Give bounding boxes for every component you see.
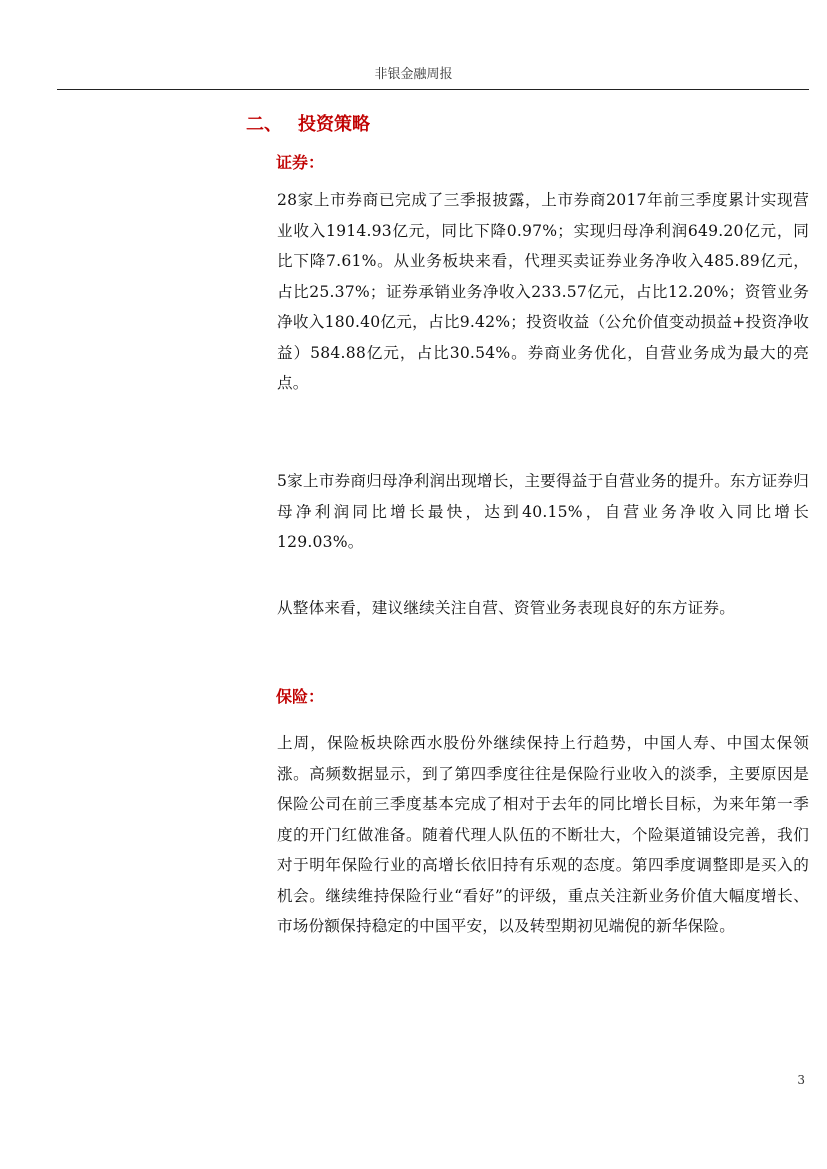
section-number: 二、 — [246, 114, 282, 135]
insurance-paragraph-1: 上周，保险板块除西水股份外继续保持上行趋势，中国人寿、中国太保领涨。高频数据显示，到了第四季度往往是保险行业收入的淡季，主要原因是保险公司在前三季度基本完成了相对于去年的同比增长目标，为来年第一季度的开门红做准备。随着代理人队伍的不断壮大，个险渠道铺设完善，我们对于明年保险行业的高增长依旧持有乐观的态度。第四季度调整即是买入的机会。继续维持保险行业“看好”的评级，重点关注新业务价值大幅度增长、市场份额保持稳定的中国平安，以及转型期初见端倪的新华保险。 — [277, 734, 809, 935]
header-divider — [57, 89, 809, 90]
securities-paragraph-3: 从整体来看，建议继续关注自营、资管业务表现良好的东方证券。 — [277, 599, 736, 617]
report-title: 非银金融周报 — [374, 67, 453, 82]
securities-heading: 证券： — [276, 153, 325, 172]
section-title: 投资策略 — [298, 114, 370, 135]
securities-paragraph-1: 28家上市券商已完成了三季报披露，上市券商2017年前三季度累计实现营业收入1914.93亿元，同比下降0.97%；实现归母净利润649.20亿元，同比下降7.61%。从业务板块来看，代理买卖证券业务净收入485.89亿元，占比25.37%；证券承销业务净收入233.57亿元，占比12.20%；资管业务净收入180.40亿元，占比9.42%；投资收益（公允价值变动损益+投资净收益）584.88亿元，占比30.54%。券商业务优化，自营业务成为最大的亮点。 — [277, 191, 809, 392]
page-number: 3 — [797, 1073, 805, 1087]
securities-paragraph-2: 5家上市券商归母净利润出现增长，主要得益于自营业务的提升。东方证券归母净利润同比增长最快，达到40.15%，自营业务净收入同比增长129.03%。 — [277, 472, 809, 551]
insurance-heading: 保险： — [276, 687, 325, 706]
section-heading — [246, 110, 370, 136]
